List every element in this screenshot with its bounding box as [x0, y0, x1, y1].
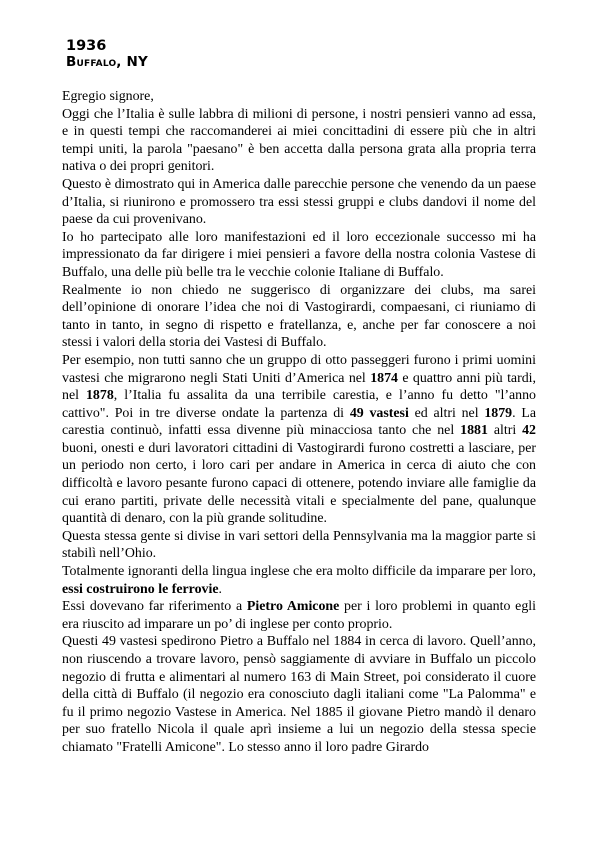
p5-text-g: ed altri nel: [408, 405, 485, 421]
paragraph-8: [62, 598, 536, 633]
p5-text-c: e quattro anni più tardi, nel: [62, 370, 536, 404]
paragraph-4: Realmente io non chiedo ne suggerisco di organizzare dei clubs, ma sarei dell’opinione di onorare l’idea che noi di Vastogirardi, compaesani, ci riuniamo di tanto in tanto, in segno di rispetto e fratellanza, e, anche per far conoscere a noi stessi i valori della storia dei Vastesi di Buffalo.: [62, 282, 536, 351]
p7-text-c: .: [218, 581, 222, 597]
document-place: Buffalo, NY: [66, 54, 148, 70]
document-year: 1936: [66, 38, 107, 54]
paragraph-2: Questo è dimostrato qui in America dalle parecchie persone che venendo da un paese d’Italia, si riunirono e promossero tra essi stessi gruppi e clubs dandovi il nome del paese da cui provenivano.: [62, 176, 536, 228]
p5-year-1874: 1874: [370, 370, 398, 386]
p8-text-a: Essi dovevano far riferimento a: [62, 599, 247, 615]
p5-text-m: buoni, onesti e duri lavoratori cittadini di Vastogirardi furono costretti a lasciare, per un periodo non certo, i loro cari per andare in America in cerca di aiuto che con difficoltà e lavoro pesante furono capaci di ottenere, potendo inviare alle famiglie da cui erano partiti, private delle necessità vitali e specialmente del pane, qualunque quantità di denaro, con la più grande solitudine.: [62, 440, 536, 527]
paragraph-9: Questi 49 vastesi spedirono Pietro a Buffalo nel 1884 in cerca di lavoro. Quell’anno, non riuscendo a trovare lavoro, pensò saggiamente di avviare in Buffalo un piccolo negozio di frutta e alimentari al numero 163 di Main Street, poi considerato il cuore della città di Buffalo (il negozio era conosciuto dagli italiani come "La Palomma" e fu il primo negozio Vastese in America. Nel 1885 il giovane Pietro mandò il denaro per suo fratello Nicola il quale aprì insieme a lui un negozio della stessa specie chiamato "Fratelli Amicone". Lo stesso anno il loro padre Girardo: [62, 634, 536, 755]
paragraph-5: [62, 352, 536, 528]
paragraph-7: [62, 563, 536, 598]
p5-year-1878: 1878: [85, 388, 114, 404]
p5-text-k: altri: [487, 423, 523, 439]
letter-body: [62, 88, 536, 757]
p5-count-42: 42: [522, 423, 536, 439]
p5-text-a: Per esempio, non tutti sanno che un gruppo di otto passeggeri furono i primi uomini vastesi che migrarono negli Stati Uniti d’America nel: [62, 352, 536, 386]
paragraph-6: Questa stessa gente si divise in vari settori della Pennsylvania ma la maggior parte si stabilì nell’Ohio.: [62, 528, 536, 562]
p5-year-1879: 1879: [484, 405, 513, 421]
p5-year-1881: 1881: [460, 423, 488, 439]
p8-bold-name: Pietro Amicone: [246, 599, 340, 615]
p7-bold-railways: essi costruirono le ferrovie: [62, 581, 219, 597]
paragraph-1: Oggi che l’Italia è sulle labbra di milioni di persone, i nostri pensieri vanno ad essa, e in questi tempi che raccomanderei ai miei concittadini di essere più che in altri tempi uniti, la parola "paesano" è ben accetta dalla persona grata alla propria terra nativa o dei propri genitori.: [62, 106, 536, 175]
p7-text-a: Totalmente ignoranti della lingua inglese che era molto difficile da imparare per loro,: [62, 564, 536, 580]
p5-text-i: . La carestia continuò, infatti essa divenne più minacciosa tanto che nel: [62, 405, 537, 439]
p5-text-e: , l’Italia fu assalita da una terribile carestia, e l’anno fu detto "l’anno cattivo". Poi in tre diverse ondate la partenza di: [62, 388, 536, 421]
paragraph-3: Io ho partecipato alle loro manifestazioni ed il loro eccezionale successo mi ha impressionato da far dirigere i miei pensieri a favore della nostra colonia Vastese di Buffalo, una delle più belle tra le vecchie colonie Italiane di Buffalo.: [62, 229, 536, 280]
salutation: Egregio signore,: [62, 89, 154, 104]
p8-text-c: per i loro problemi in quanto egli era riuscito ad imparare un po’ di inglese per conto proprio.: [62, 599, 536, 632]
p5-count-49: 49 vastesi: [349, 405, 409, 421]
